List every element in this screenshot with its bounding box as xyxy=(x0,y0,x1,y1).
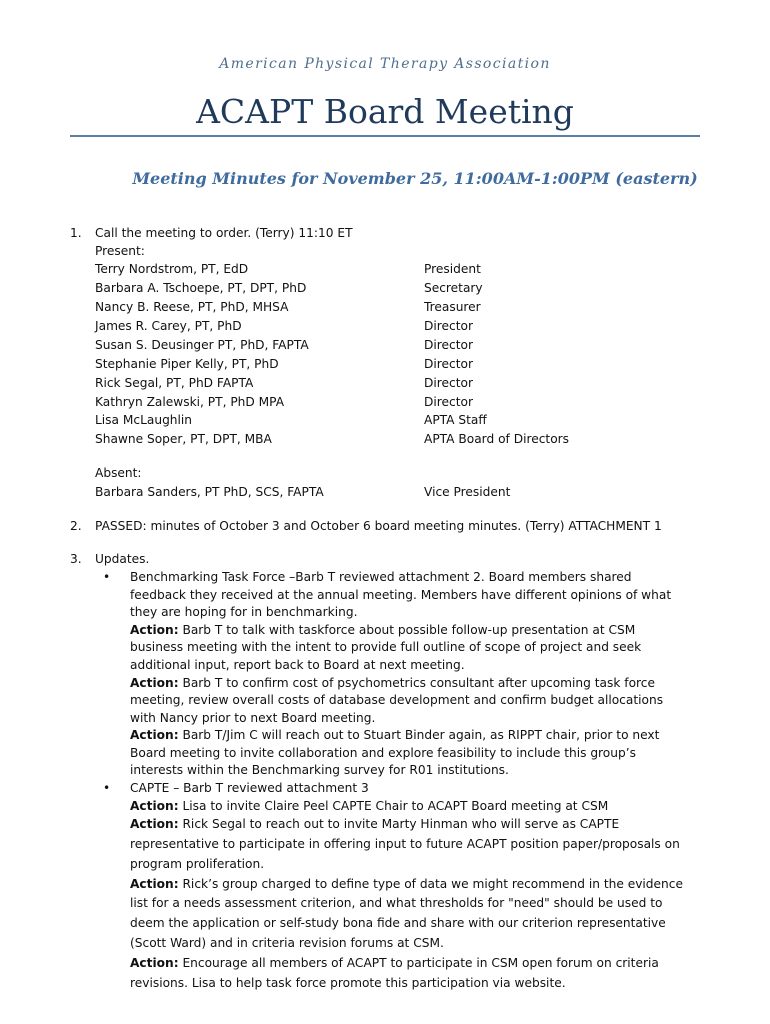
action-item xyxy=(130,954,690,994)
action-text: Encourage all members of ACAPT to participate in CSM open forum on criteria revisions. Lisa to help task force promote this participation via website. xyxy=(130,955,659,990)
attendee-name: Stephanie Piper Kelly, PT, PhD xyxy=(95,356,279,371)
action-label: Action: xyxy=(130,675,179,690)
action-label: Action: xyxy=(130,728,179,743)
minutes-body xyxy=(0,225,770,993)
action-item xyxy=(130,798,690,816)
item-heading: Updates. xyxy=(95,552,150,567)
attendee-name: Nancy B. Reese, PT, PhD, MHSA xyxy=(95,300,289,314)
action-text: Rick Segal to reach out to invite Marty Hinman who will serve as CAPTE representative to participate in offering input to future ACAPT position paper/proposals on program proliferation. xyxy=(130,817,680,871)
action-text: Barb T to confirm cost of psychometrics consultant after upcoming task force meeting, review overall costs of database development and confirm budget allocations with Nancy prior to next Board meeting. xyxy=(130,675,664,725)
attendee-row xyxy=(95,374,685,393)
title-rule xyxy=(70,135,700,137)
attendee-role: President xyxy=(424,262,481,277)
action-label: Action: xyxy=(130,817,179,832)
item-number: 2. xyxy=(70,518,82,533)
attendee-row xyxy=(95,260,685,279)
present-list xyxy=(95,260,685,449)
item-minutes-passed xyxy=(0,518,685,536)
org-name: American Physical Therapy Association xyxy=(219,56,551,72)
action-item xyxy=(130,815,690,874)
absentee-role: Vice President xyxy=(424,484,511,499)
bullet-icon: • xyxy=(103,569,111,584)
attendee-name: Susan S. Deusinger PT, PhD, FAPTA xyxy=(95,337,309,352)
spacer xyxy=(0,535,770,551)
action-item xyxy=(130,875,690,954)
action-label: Action: xyxy=(130,955,179,970)
bullet-benchmarking xyxy=(95,569,690,780)
bullet-icon: • xyxy=(103,781,111,796)
absentee-name: Barbara Sanders, PT PhD, SCS, FAPTA xyxy=(95,484,324,499)
bullet-text: Benchmarking Task Force –Barb T reviewed attachment 2. Board members shared feedback they received at the annual meeting. Members have different opinions of what they are hoping for in benchmarking. xyxy=(130,569,672,620)
attendee-name: Kathryn Zalewski, PT, PhD MPA xyxy=(95,394,285,409)
attendee-row xyxy=(95,430,685,449)
page-title: ACAPT Board Meeting xyxy=(196,92,574,131)
attendee-role: Director xyxy=(424,394,473,409)
attendee-row xyxy=(95,355,685,374)
present-label: Present: xyxy=(95,243,145,258)
action-label: Action: xyxy=(130,876,179,891)
attendee-role: Treasurer xyxy=(424,300,481,314)
absentee-row xyxy=(95,483,685,502)
action-label: Action: xyxy=(130,798,179,813)
attendee-role: Director xyxy=(424,337,473,352)
attendee-name: Barbara A. Tschoepe, PT, DPT, PhD xyxy=(95,281,307,296)
attendee-row xyxy=(95,317,685,336)
item-number: 3. xyxy=(70,552,82,567)
attendee-role: Director xyxy=(424,375,473,390)
action-item xyxy=(130,622,690,675)
action-text: Barb T/Jim C will reach out to Stuart Binder again, as RIPPT chair, prior to next Board meeting to invite collaboration and explore feasibility to include this group’s interests within the Benchmarking survey for R01 institutions. xyxy=(130,728,660,778)
action-item xyxy=(130,675,690,728)
attendee-role: Director xyxy=(424,318,473,333)
attendee-role: APTA Staff xyxy=(424,413,487,428)
attendee-row xyxy=(95,298,685,317)
action-item xyxy=(130,727,690,780)
bullet-capte xyxy=(95,780,690,993)
attendee-name: Rick Segal, PT, PhD FAPTA xyxy=(95,375,254,390)
attendee-row xyxy=(95,336,685,355)
attendee-name: Shawne Soper, PT, DPT, MBA xyxy=(95,432,272,447)
spacer xyxy=(95,449,685,465)
item-heading: Call the meeting to order. (Terry) 11:10 ET xyxy=(95,226,353,240)
bullet-text: CAPTE – Barb T reviewed attachment 3 xyxy=(130,781,369,796)
attendee-role: Director xyxy=(424,356,473,371)
attendee-name: Lisa McLaughlin xyxy=(95,413,193,428)
meeting-subtitle: Meeting Minutes for November 25, 11:00AM-1:00PM (eastern) xyxy=(132,169,698,188)
absent-label: Absent: xyxy=(95,466,142,481)
attendee-role: APTA Board of Directors xyxy=(424,432,570,447)
attendee-name: Terry Nordstrom, PT, EdD xyxy=(95,262,249,277)
item-number: 1. xyxy=(70,226,82,240)
action-text: Rick’s group charged to define type of data we might recommend in the evidence list for a needs assessment criterion, and what thresholds for "need" should be used to deem the application or self-study bona fide and share with our criterion representative (Scott Ward) and in criteria revision forums at CSM. xyxy=(130,876,683,951)
attendee-row xyxy=(95,279,685,298)
item-updates xyxy=(0,551,685,993)
attendee-name: James R. Carey, PT, PhD xyxy=(95,318,242,333)
attendee-role: Secretary xyxy=(424,281,483,296)
attendee-row xyxy=(95,393,685,412)
action-label: Action: xyxy=(130,622,179,637)
action-text: Lisa to invite Claire Peel CAPTE Chair to ACAPT Board meeting at CSM xyxy=(178,798,609,813)
attendee-row xyxy=(95,411,685,430)
item-call-to-order xyxy=(0,225,685,502)
spacer xyxy=(0,502,770,518)
action-text: Barb T to talk with taskforce about possible follow-up presentation at CSM business meeting with the intent to provide full outline of scope of project and seek additional input, report back to Board at next meeting. xyxy=(130,622,642,672)
item-text: PASSED: minutes of October 3 and October 6 board meeting minutes. (Terry) ATTACHMENT 1 xyxy=(95,518,662,533)
